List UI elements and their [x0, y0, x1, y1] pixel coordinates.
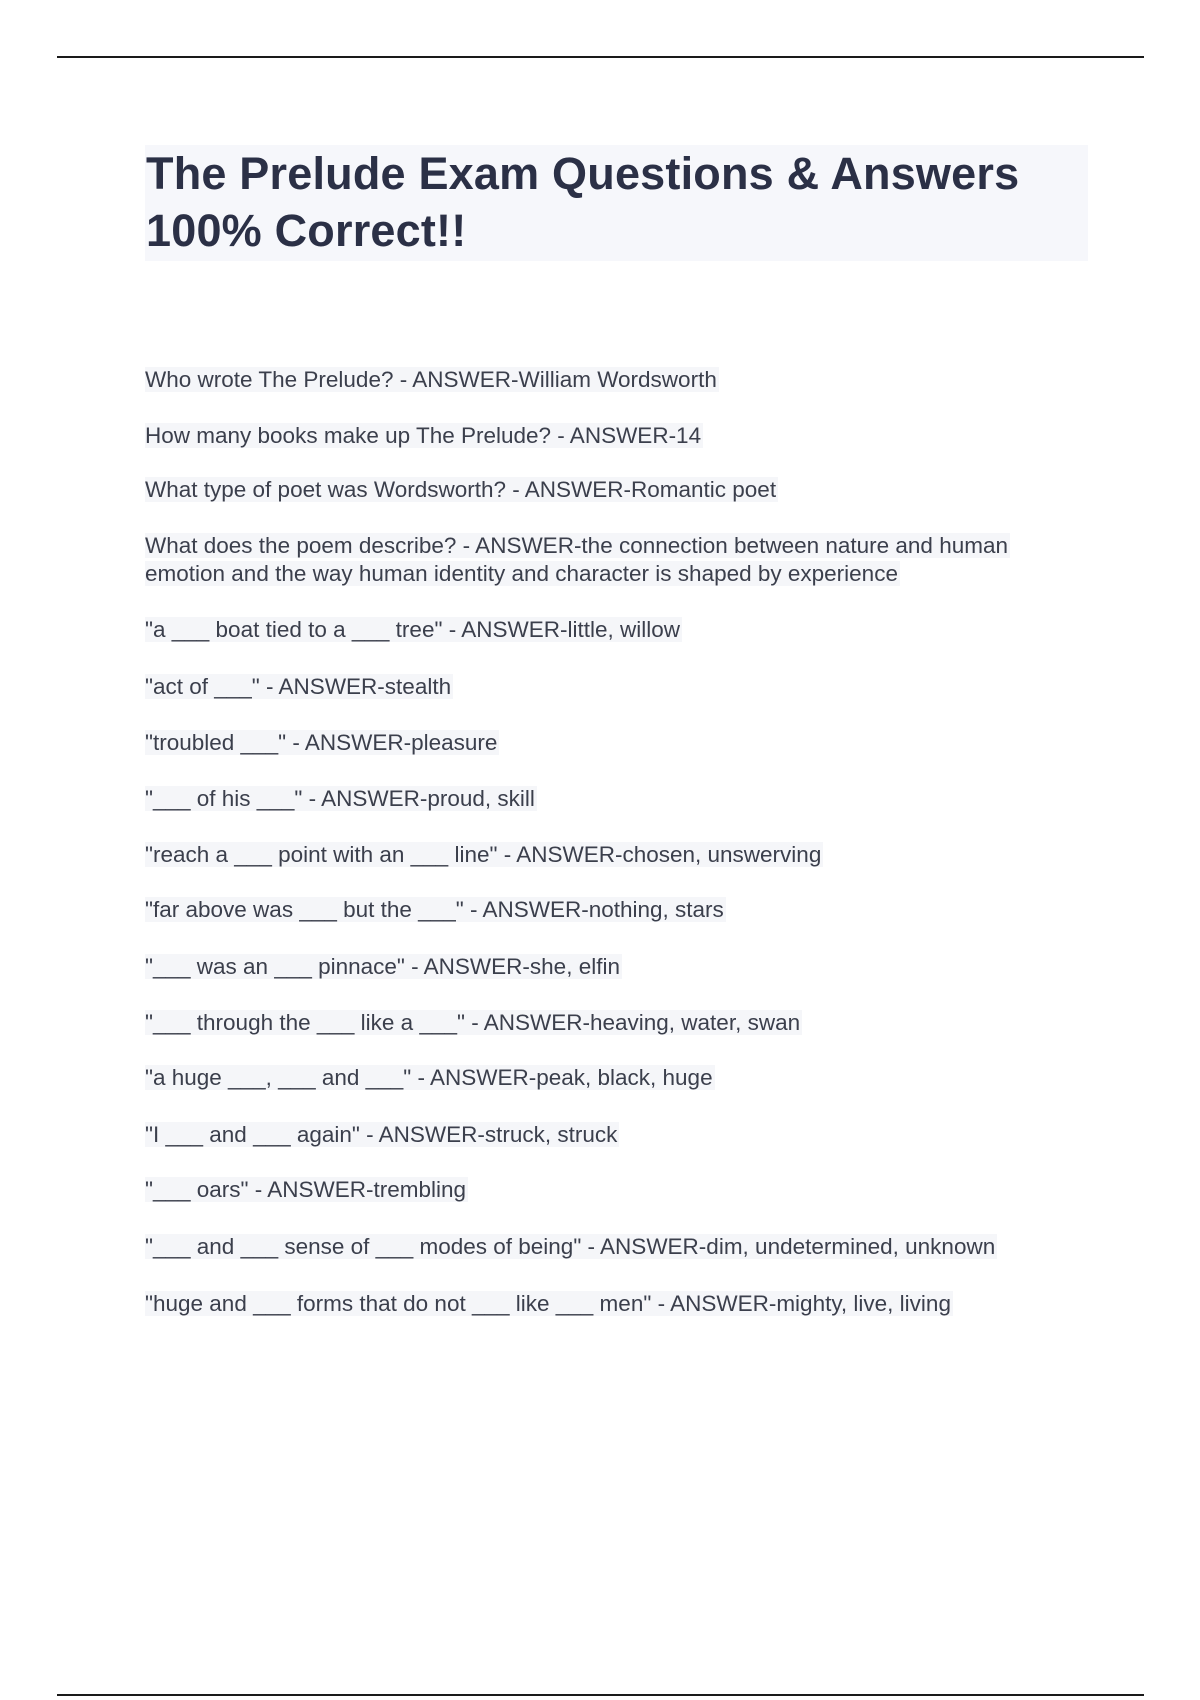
qa-text: What does the poem describe? - ANSWER-the connection between nature and human emotion and the way human identity and character is shaped by experience [145, 533, 1008, 586]
qa-text: "a huge ___, ___ and ___" - ANSWER-peak, black, huge [145, 1065, 713, 1090]
qa-text: "___ and ___ sense of ___ modes of being" - ANSWER-dim, undetermined, unknown [145, 1234, 996, 1259]
header-rule [57, 56, 1144, 58]
qa-text: "___ was an ___ pinnace" - ANSWER-she, elfin [145, 954, 620, 979]
title-line-2: 100% Correct!! [146, 205, 467, 256]
qa-text: "___ oars" - ANSWER-trembling [145, 1177, 467, 1202]
qa-item-8 [145, 785, 537, 813]
qa-item-1 [145, 366, 719, 394]
qa-text: "a ___ boat tied to a ___ tree" - ANSWER-little, willow [145, 617, 680, 642]
qa-text: "I ___ and ___ again" - ANSWER-struck, struck [145, 1122, 618, 1147]
qa-text: How many books make up The Prelude? - ANSWER-14 [145, 423, 702, 448]
qa-item-7 [145, 729, 499, 757]
qa-item-6 [145, 673, 453, 701]
qa-item-5 [145, 616, 682, 644]
qa-text: "far above was ___ but the ___" - ANSWER-nothing, stars [145, 897, 724, 922]
qa-item-2 [145, 422, 703, 450]
qa-item-9 [145, 841, 823, 869]
qa-text: "huge and ___ forms that do not ___ like ___ men" - ANSWER-mighty, live, living [145, 1291, 951, 1316]
qa-item-11 [145, 953, 622, 981]
qa-text: "reach a ___ point with an ___ line" - ANSWER-chosen, unswerving [145, 842, 822, 867]
title-block [145, 145, 1088, 261]
qa-text: "act of ___" - ANSWER-stealth [145, 674, 452, 699]
qa-item-10 [145, 896, 726, 924]
qa-item-12 [145, 1009, 802, 1037]
qa-item-4 [145, 532, 1085, 588]
page-title [146, 145, 1082, 259]
qa-text: "troubled ___" - ANSWER-pleasure [145, 730, 498, 755]
qa-item-15 [145, 1176, 468, 1204]
qa-text: What type of poet was Wordsworth? - ANSWER-Romantic poet [145, 477, 777, 502]
qa-text: Who wrote The Prelude? - ANSWER-William Wordsworth [145, 367, 717, 392]
qa-item-16 [145, 1233, 997, 1261]
qa-item-3 [145, 476, 778, 504]
footer-rule [57, 1694, 1144, 1696]
title-line-1: The Prelude Exam Questions & Answers [146, 148, 1020, 199]
qa-item-17 [145, 1290, 953, 1318]
qa-text: "___ of his ___" - ANSWER-proud, skill [145, 786, 535, 811]
qa-item-14 [145, 1121, 619, 1149]
qa-text: "___ through the ___ like a ___" - ANSWER-heaving, water, swan [145, 1010, 801, 1035]
qa-item-13 [145, 1064, 715, 1092]
